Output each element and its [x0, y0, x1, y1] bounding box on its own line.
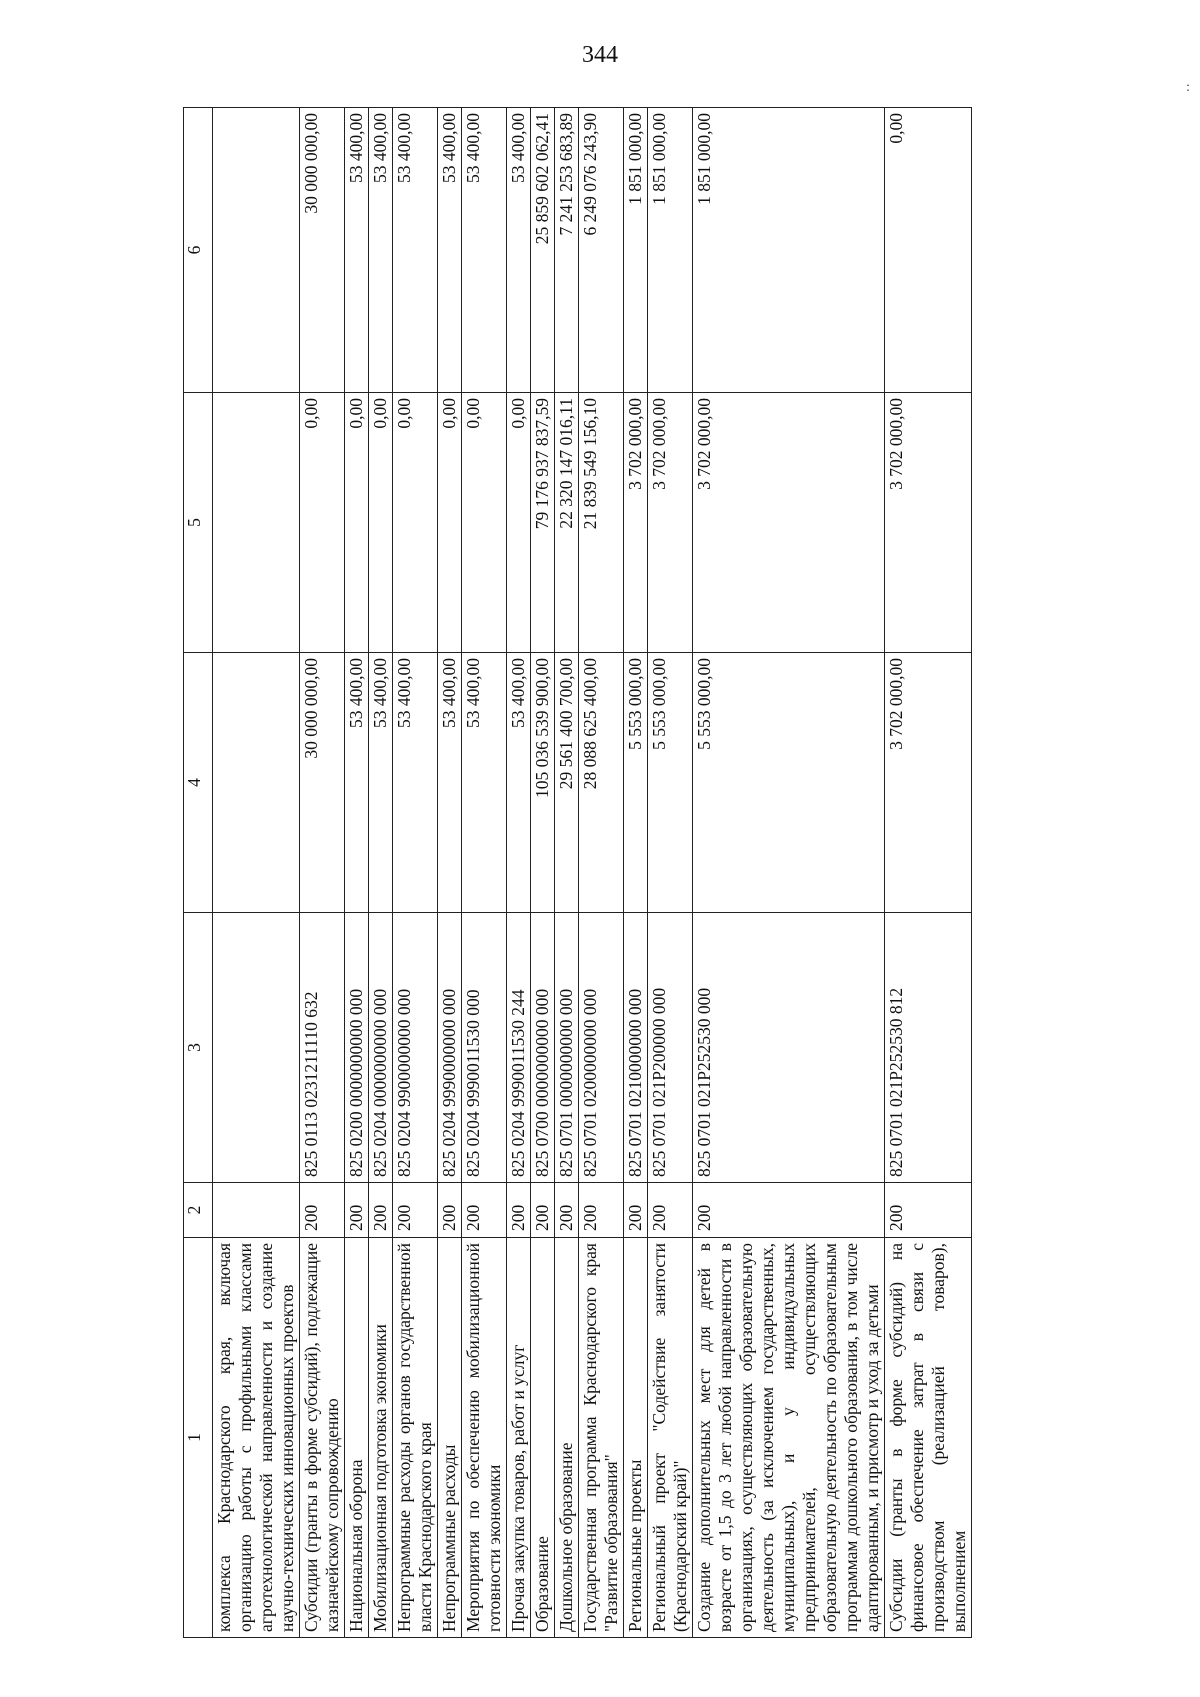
table-row: [555, 108, 579, 1638]
row-col6-value: 53 400,00: [369, 108, 393, 393]
row-col6-value: 1 851 000,00: [648, 108, 693, 393]
row-col5-value: 0,00: [393, 393, 438, 653]
row-col4-value: 53 400,00: [393, 653, 438, 913]
row-name-cell: Создание дополнительных мест для детей в возрасте от 1,5 до 3 лет любой направленности в организациях, осуществляющих образовательную деятельность (за исключением государственных, муниципальных), и у индивидуальных предпринимателей, осуществляющих образовательную деятельность по образовательным программам дошкольного образования, в том числе адаптированным, и присмотр и уход за детьми: [693, 1238, 885, 1638]
table-row: [369, 108, 393, 1638]
table-row: [393, 108, 438, 1638]
row-col4-value: 29 561 400 700,00: [555, 653, 579, 913]
row-col5-value: 3 702 000,00: [624, 393, 648, 653]
row-col4-value: 53 400,00: [345, 653, 369, 913]
row-col2-cell: 200: [648, 1183, 693, 1238]
header-col-2: 2: [184, 1183, 213, 1238]
row-col5-value: 0,00: [462, 393, 507, 653]
table-row: [507, 108, 531, 1638]
row-name-cell: Непрограммные расходы органов государственной власти Краснодарского края: [393, 1238, 438, 1638]
row-name-cell: Региональные проекты: [624, 1238, 648, 1638]
row-col6-value: 1 851 000,00: [624, 108, 648, 393]
row-col5-value: [213, 393, 300, 653]
row-name-cell: Субсидии (гранты в форме субсидий), подлежащие казначейскому сопровождению: [300, 1238, 345, 1638]
row-col5-value: 0,00: [345, 393, 369, 653]
table-row: [885, 108, 972, 1638]
row-code-cell: 825 0204 0000000000 000: [369, 913, 393, 1183]
row-code-cell: 825 0700 0000000000 000: [531, 913, 555, 1183]
budget-table: [183, 107, 972, 1638]
table-row: [648, 108, 693, 1638]
row-name-cell: Мобилизационная подготовка экономики: [369, 1238, 393, 1638]
row-col5-value: 22 320 147 016,11: [555, 393, 579, 653]
header-row: [184, 108, 213, 1638]
row-code-cell: 825 0204 9990011530 000: [462, 913, 507, 1183]
row-col4-value: 30 000 000,00: [300, 653, 345, 913]
row-name-cell: Субсидии (гранты в форме субсидий) на финансовое обеспечение затрат в связи с производством (реализацией товаров), выполнением: [885, 1238, 972, 1638]
table-row: [345, 108, 369, 1638]
row-code-cell: 825 0701 021P252530 000: [693, 913, 885, 1183]
row-col2-cell: 200: [462, 1183, 507, 1238]
row-col6-value: 0,00: [885, 108, 972, 393]
header-col-5: 5: [184, 393, 213, 653]
table-row: [624, 108, 648, 1638]
header-col-3: 3: [184, 913, 213, 1183]
row-code-cell: 825 0204 9990011530 244: [507, 913, 531, 1183]
row-col2-cell: 200: [579, 1183, 624, 1238]
row-name-cell: комплекса Краснодарского края, включая организацию работы с профильными классами агротехнологической направленности и создание научно-технических инновационных проектов: [213, 1238, 300, 1638]
row-col2-cell: 200: [555, 1183, 579, 1238]
row-code-cell: 825 0204 9900000000 000: [393, 913, 438, 1183]
table-row: [213, 108, 300, 1638]
row-col5-value: 3 702 000,00: [693, 393, 885, 653]
row-col5-value: 3 702 000,00: [648, 393, 693, 653]
row-col4-value: 28 088 625 400,00: [579, 653, 624, 913]
row-col2-cell: 200: [624, 1183, 648, 1238]
row-col5-value: 0,00: [438, 393, 462, 653]
row-col2-cell: 200: [300, 1183, 345, 1238]
row-code-cell: 825 0701 021P252530 812: [885, 913, 972, 1183]
row-col4-value: 5 553 000,00: [648, 653, 693, 913]
table-row: [462, 108, 507, 1638]
row-col2-cell: 200: [369, 1183, 393, 1238]
row-col6-value: 1 851 000,00: [693, 108, 885, 393]
margin-mark: :: [1186, 80, 1190, 95]
row-col5-value: 0,00: [369, 393, 393, 653]
row-name-cell: Образование: [531, 1238, 555, 1638]
row-col4-value: [213, 653, 300, 913]
row-col4-value: 105 036 539 900,00: [531, 653, 555, 913]
row-col6-value: 53 400,00: [507, 108, 531, 393]
row-col6-value: [213, 108, 300, 393]
table-row: [693, 108, 885, 1638]
row-col6-value: 7 241 253 683,89: [555, 108, 579, 393]
row-name-cell: Непрограммные расходы: [438, 1238, 462, 1638]
row-col2-cell: 200: [507, 1183, 531, 1238]
row-col4-value: 53 400,00: [462, 653, 507, 913]
row-col6-value: 53 400,00: [462, 108, 507, 393]
row-col4-value: 53 400,00: [438, 653, 462, 913]
row-code-cell: 825 0113 0231211110 632: [300, 913, 345, 1183]
row-col5-value: 0,00: [507, 393, 531, 653]
row-col5-value: 3 702 000,00: [885, 393, 972, 653]
table-row: [438, 108, 462, 1638]
header-col-1: 1: [184, 1238, 213, 1638]
row-col2-cell: 200: [693, 1183, 885, 1238]
row-col2-cell: 200: [531, 1183, 555, 1238]
row-name-cell: Национальная оборона: [345, 1238, 369, 1638]
row-col2-cell: 200: [885, 1183, 972, 1238]
row-name-cell: Дошкольное образование: [555, 1238, 579, 1638]
row-code-cell: 825 0200 0000000000 000: [345, 913, 369, 1183]
header-col-6: 6: [184, 108, 213, 393]
row-col5-value: 21 839 549 156,10: [579, 393, 624, 653]
row-col2-cell: 200: [345, 1183, 369, 1238]
row-col4-value: 53 400,00: [369, 653, 393, 913]
row-code-cell: 825 0701 0000000000 000: [555, 913, 579, 1183]
row-col6-value: 6 249 076 243,90: [579, 108, 624, 393]
row-name-cell: Мероприятия по обеспечению мобилизационной готовности экономики: [462, 1238, 507, 1638]
row-name-cell: Региональный проект "Содействие занятости (Краснодарский край)": [648, 1238, 693, 1638]
table-row: [300, 108, 345, 1638]
page-number: 344: [582, 42, 618, 68]
row-code-cell: 825 0701 0200000000 000: [579, 913, 624, 1183]
row-col6-value: 53 400,00: [438, 108, 462, 393]
table-row: [579, 108, 624, 1638]
row-col6-value: 30 000 000,00: [300, 108, 345, 393]
row-code-cell: [213, 913, 300, 1183]
row-col6-value: 53 400,00: [393, 108, 438, 393]
row-col4-value: 3 702 000,00: [885, 653, 972, 913]
table-row: [531, 108, 555, 1638]
rotated-table-container: [183, 108, 1139, 1638]
row-name-cell: Государственная программа Краснодарского края "Развитие образования": [579, 1238, 624, 1638]
table-body: [213, 108, 972, 1638]
row-col2-cell: [213, 1183, 300, 1238]
row-col4-value: 5 553 000,00: [693, 653, 885, 913]
row-col2-cell: 200: [438, 1183, 462, 1238]
row-col6-value: 53 400,00: [345, 108, 369, 393]
row-col4-value: 5 553 000,00: [624, 653, 648, 913]
row-col2-cell: 200: [393, 1183, 438, 1238]
header-col-4: 4: [184, 653, 213, 913]
row-col4-value: 53 400,00: [507, 653, 531, 913]
row-col5-value: 0,00: [300, 393, 345, 653]
row-code-cell: 825 0701 0210000000 000: [624, 913, 648, 1183]
row-col5-value: 79 176 937 837,59: [531, 393, 555, 653]
row-col6-value: 25 859 602 062,41: [531, 108, 555, 393]
row-code-cell: 825 0701 021P200000 000: [648, 913, 693, 1183]
row-code-cell: 825 0204 9990000000 000: [438, 913, 462, 1183]
row-name-cell: Прочая закупка товаров, работ и услуг: [507, 1238, 531, 1638]
